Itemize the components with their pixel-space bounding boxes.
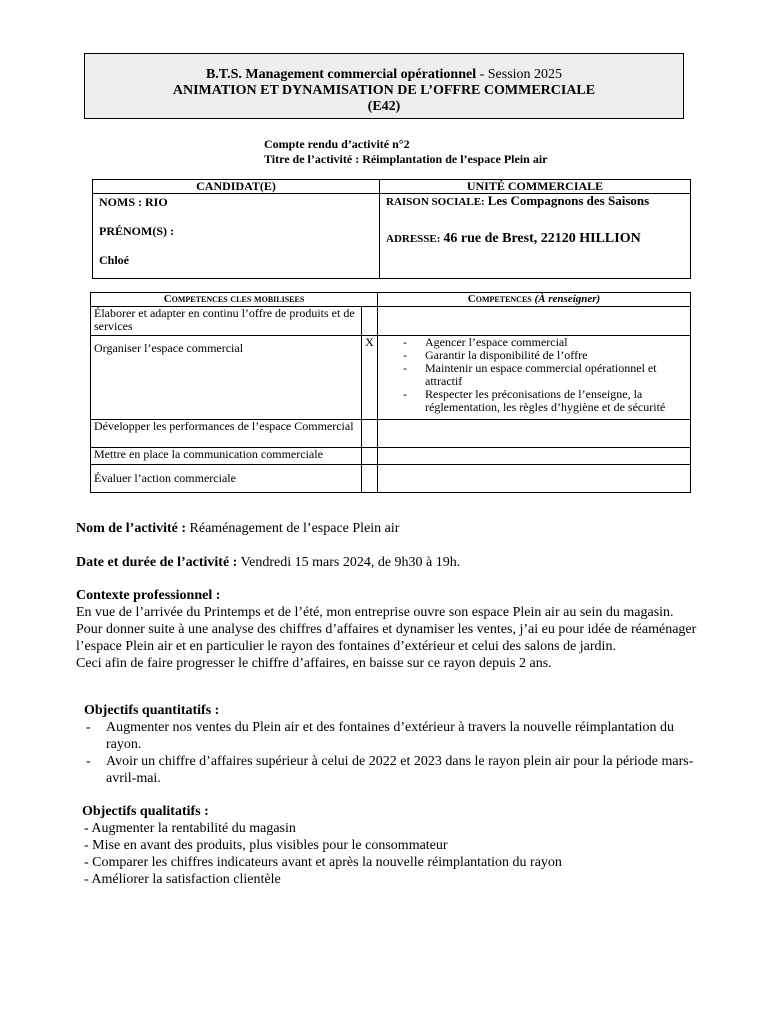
adresse-label: ADRESSE: xyxy=(386,233,441,245)
report-title: Titre de l’activité : Réimplantation de l’espace Plein air xyxy=(264,152,548,166)
competence-details xyxy=(378,307,691,336)
candidate-prenom-value: Chloé xyxy=(99,253,129,267)
raison-value: Les Compagnons des Saisons xyxy=(487,193,650,208)
activity-date xyxy=(76,554,696,571)
unit-header: UNITÉ COMMERCIALE xyxy=(380,180,691,194)
competences-header-right xyxy=(378,293,691,307)
competences-table xyxy=(90,292,691,493)
exam-code: (E42) xyxy=(367,99,401,114)
competence-mark xyxy=(362,420,378,448)
qualitative-label: Objectifs qualitatifs : xyxy=(82,804,209,819)
activity-date-label: Date et durée de l’activité : xyxy=(76,555,238,570)
exam-title-line xyxy=(85,67,683,83)
activity-date-value: Vendredi 15 mars 2024, de 9h30 à 19h. xyxy=(240,555,461,570)
competence-mark xyxy=(362,307,378,336)
context-label: Contexte professionnel : xyxy=(76,588,221,603)
list-item: - Respecter les préconisations de l’enseigne, la réglementation, les règles d’hygiène et de sécurité xyxy=(381,388,687,414)
list-item: - Améliorer la satisfaction clientèle xyxy=(84,871,702,888)
table-row xyxy=(91,420,691,448)
unit-cell xyxy=(380,194,691,279)
candidate-header: CANDIDAT(E) xyxy=(93,180,380,194)
list-item: - Mise en avant des produits, plus visibles pour le consommateur xyxy=(84,837,702,854)
context-section xyxy=(76,587,702,672)
candidate-noms: NOMS : RIO xyxy=(99,195,168,209)
list-item: - Agencer l’espace commercial xyxy=(381,336,687,349)
activity-name-value: Réaménagement de l’espace Plein air xyxy=(189,521,400,536)
competence-details xyxy=(378,336,691,420)
candidate-prenoms-label: PRÉNOM(S) : xyxy=(99,224,174,238)
exam-session: - Session 2025 xyxy=(476,67,563,82)
list-item: - Augmenter la rentabilité du magasin xyxy=(84,820,702,837)
list-item: - Avoir un chiffre d’affaires supérieur à celui de 2022 et 2023 dans le rayon plein air pour la période mars-avril-mai. xyxy=(84,753,694,787)
competence-mark: X xyxy=(362,336,378,420)
competence-label: Mettre en place la communication commerciale xyxy=(91,448,362,465)
list-item: - Augmenter nos ventes du Plein air et des fontaines d’extérieur à travers la nouvelle réimplantation du rayon. xyxy=(84,719,694,753)
qualitative-list xyxy=(84,820,702,888)
competence-details xyxy=(378,465,691,493)
candidate-table xyxy=(92,179,691,279)
table-row xyxy=(91,307,691,336)
competence-label: Évaluer l’action commerciale xyxy=(91,465,362,493)
exam-title: B.T.S. Management commercial opérationnel xyxy=(205,67,477,82)
quantitative-section xyxy=(84,702,694,787)
table-row xyxy=(91,465,691,493)
exam-subject: ANIMATION ET DYNAMISATION DE L’OFFRE COMMERCIALE xyxy=(172,83,596,98)
activity-name-label: Nom de l’activité : xyxy=(76,521,187,536)
raison-label: RAISON SOCIALE: xyxy=(386,196,485,208)
raison-sociale xyxy=(386,194,684,209)
competences-header-prefix: Competences xyxy=(467,293,532,305)
competence-label: Élaborer et adapter en continu l’offre de produits et de services xyxy=(91,307,362,336)
competence-details xyxy=(378,420,691,448)
competences-header-left: Competences cles mobilisees xyxy=(91,293,378,307)
competence-label: Organiser l’espace commercial xyxy=(91,336,362,420)
competence-items xyxy=(381,336,687,414)
list-item: - Maintenir un espace commercial opérationnel et attractif xyxy=(381,362,687,388)
quantitative-label: Objectifs quantitatifs : xyxy=(84,703,220,718)
report-number: Compte rendu d’activité n°2 xyxy=(264,137,410,151)
list-item: - Garantir la disponibilité de l’offre xyxy=(381,349,687,362)
context-paragraph: En vue de l’arrivée du Printemps et de l’été, mon entreprise ouvre son espace Plein air au sein du magasin. Pour donner suite à une analyse des chiffres d’affaires et dynamiser les ventes, j’ai eu pour idée de réaménager l’espace Plein air et en particulier le rayon des fontaines d’extérieur et celui des salons de jardin. xyxy=(76,605,697,654)
quantitative-list xyxy=(84,719,694,787)
exam-header-box xyxy=(84,53,684,119)
activity-name xyxy=(76,520,696,537)
list-item: - Comparer les chiffres indicateurs avant et après la nouvelle réimplantation du rayon xyxy=(84,854,702,871)
qualitative-section xyxy=(82,803,702,888)
table-row xyxy=(91,448,691,465)
context-paragraph: Ceci afin de faire progresser le chiffre d’affaires, en baisse sur ce rayon depuis 2 ans. xyxy=(76,656,552,671)
table-row xyxy=(91,336,691,420)
adresse xyxy=(386,231,684,247)
competence-label: Développer les performances de l’espace Commercial xyxy=(91,420,362,448)
competences-header-note: (À renseigner) xyxy=(534,293,601,305)
adresse-value: 46 rue de Brest, 22120 HILLION xyxy=(443,231,641,246)
competence-details xyxy=(378,448,691,465)
competence-mark xyxy=(362,448,378,465)
candidate-cell xyxy=(93,194,380,279)
competence-mark xyxy=(362,465,378,493)
